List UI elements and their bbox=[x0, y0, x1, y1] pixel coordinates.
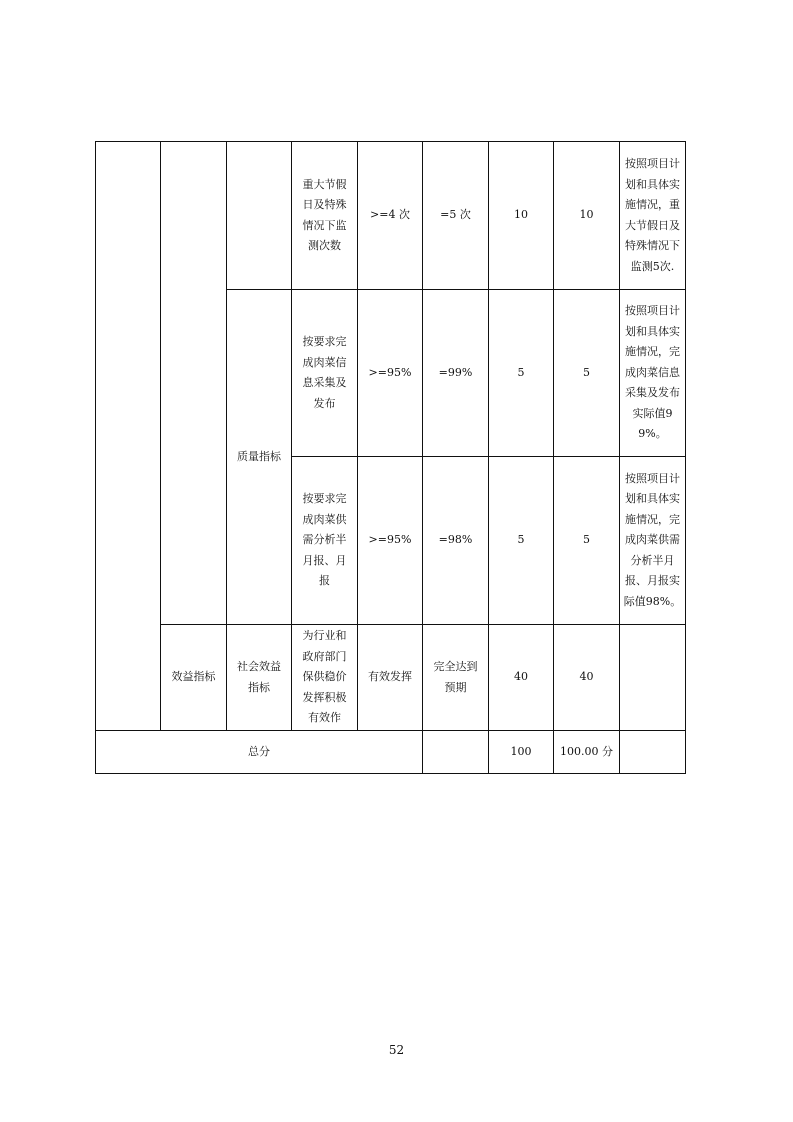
page-number: 52 bbox=[388, 1043, 405, 1057]
weight-cell: 5 bbox=[489, 457, 554, 625]
score-cell: 5 bbox=[554, 457, 620, 625]
target-cell: >=95% bbox=[358, 290, 423, 457]
target-cell: 有效发挥 bbox=[358, 625, 423, 731]
note-cell: 按照项目计划和具体实施情况，完成肉菜信息采集及发布实际值99%。 bbox=[620, 290, 686, 457]
empty-cell bbox=[423, 731, 489, 774]
actual-cell: =5 次 bbox=[423, 142, 489, 290]
quality-indicator-label: 质量指标 bbox=[227, 290, 292, 625]
level2-cell bbox=[161, 142, 227, 625]
weight-cell: 5 bbox=[489, 290, 554, 457]
weight-cell: 40 bbox=[489, 625, 554, 731]
score-cell: 5 bbox=[554, 290, 620, 457]
level1-cell bbox=[96, 142, 161, 731]
score-cell: 40 bbox=[554, 625, 620, 731]
indicator-cell: 按要求完成肉菜信息采集及发布 bbox=[292, 290, 358, 457]
performance-table bbox=[95, 141, 686, 774]
target-cell: >=4 次 bbox=[358, 142, 423, 290]
target-cell: >=95% bbox=[358, 457, 423, 625]
score-cell: 10 bbox=[554, 142, 620, 290]
indicator-cell: 为行业和政府部门保供稳价发挥积极有效作 bbox=[292, 625, 358, 731]
actual-cell: =99% bbox=[423, 290, 489, 457]
table-row bbox=[96, 625, 686, 731]
actual-cell: =98% bbox=[423, 457, 489, 625]
indicator-cell: 按要求完成肉菜供需分析半月报、月报 bbox=[292, 457, 358, 625]
total-weight: 100 bbox=[489, 731, 554, 774]
note-cell: 按照项目计划和具体实施情况，完成肉菜供需分析半月报、月报实际值98%。 bbox=[620, 457, 686, 625]
total-score: 100.00 分 bbox=[554, 731, 620, 774]
table-row bbox=[96, 142, 686, 290]
empty-cell bbox=[620, 731, 686, 774]
benefit-indicator-label: 效益指标 bbox=[161, 625, 227, 731]
actual-cell: 完全达到预期 bbox=[423, 625, 489, 731]
total-label: 总分 bbox=[96, 731, 423, 774]
indicator-cell: 重大节假日及特殊情况下监测次数 bbox=[292, 142, 358, 290]
note-cell bbox=[620, 625, 686, 731]
total-row bbox=[96, 731, 686, 774]
social-benefit-indicator-label: 社会效益指标 bbox=[227, 625, 292, 731]
weight-cell: 10 bbox=[489, 142, 554, 290]
note-cell: 按照项目计划和具体实施情况，重大节假日及特殊情况下监测5次. bbox=[620, 142, 686, 290]
level3-cell bbox=[227, 142, 292, 290]
